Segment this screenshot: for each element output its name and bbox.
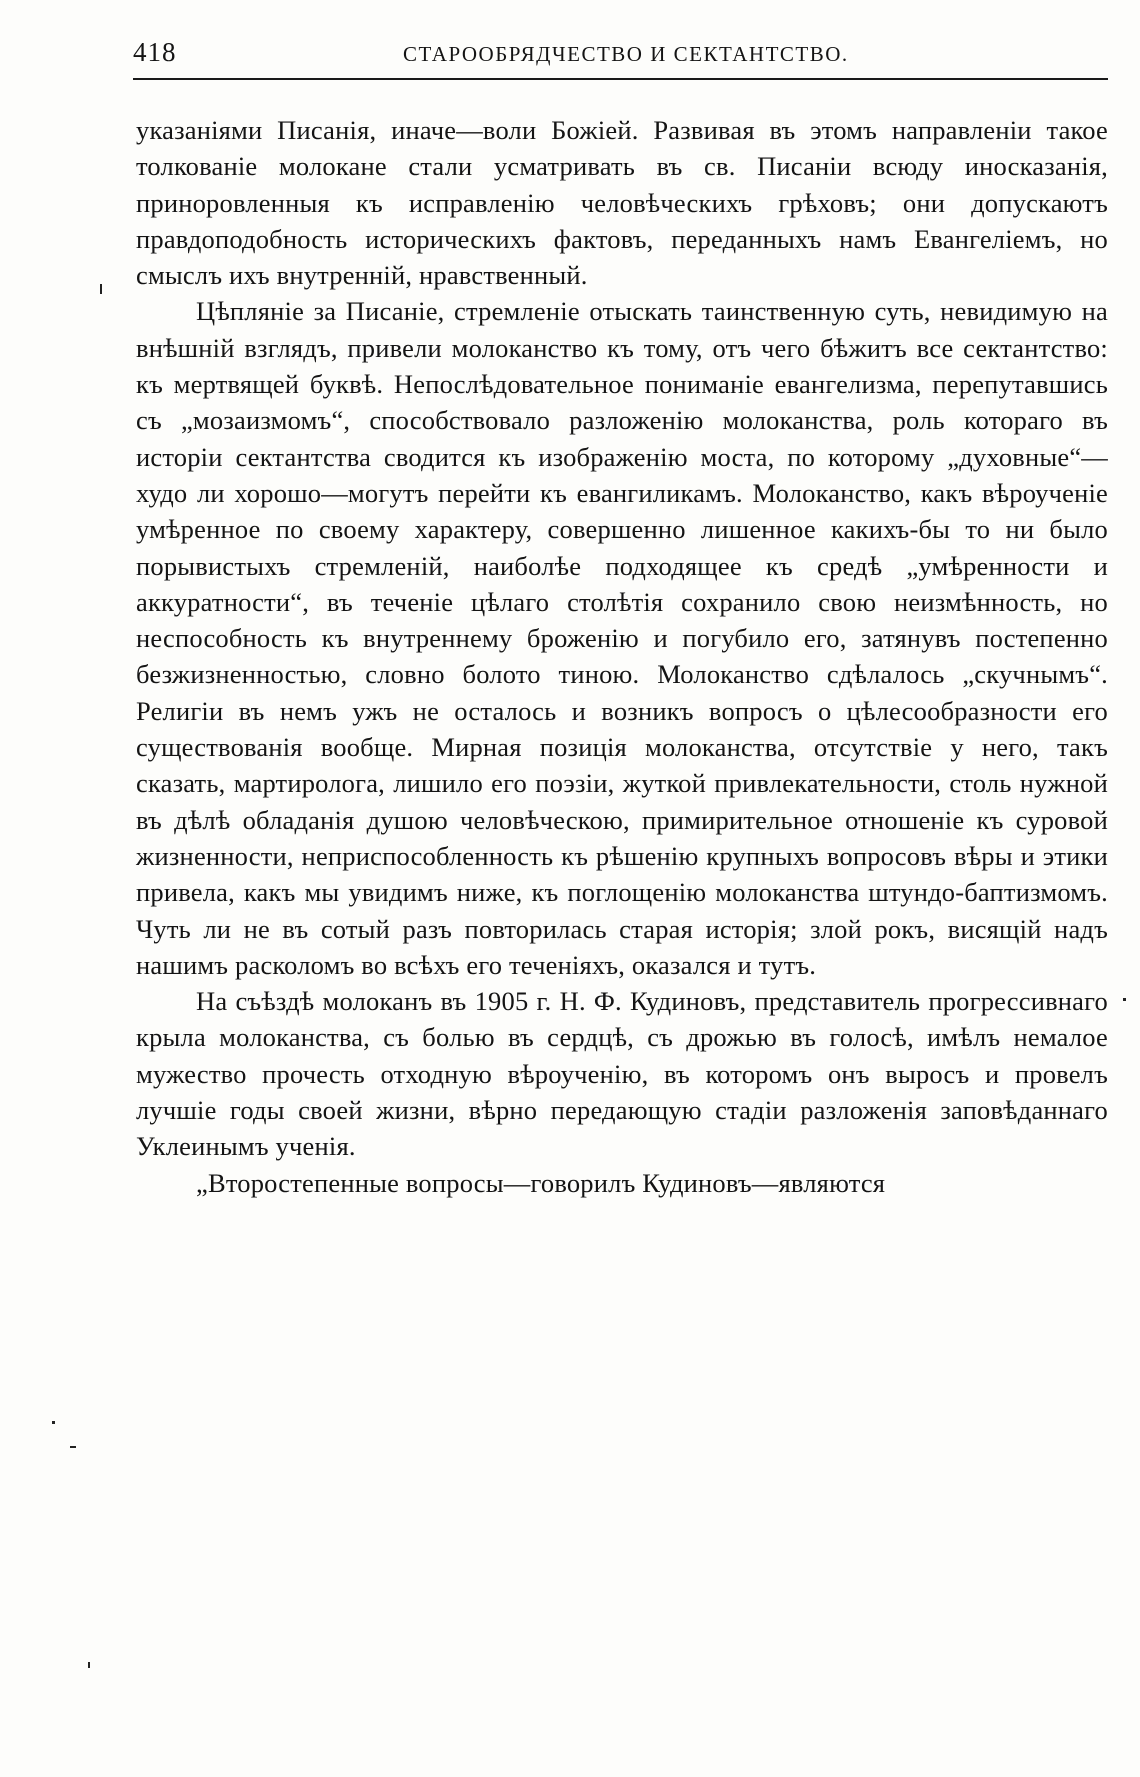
margin-speck (70, 1446, 76, 1448)
body-text (136, 112, 1108, 1201)
page-header (133, 32, 1108, 72)
page-number: 418 (133, 37, 177, 67)
margin-speck (1123, 998, 1126, 1001)
paragraph: На съѣздѣ молоканъ въ 1905 г. Н. Ф. Кудиновъ, представитель прогрессивнаго крыла молоканства, съ болью въ сердцѣ, съ дрожью въ голосѣ, имѣлъ немалое мужество прочесть отходную вѣроученію, въ которомъ онъ выросъ и провелъ лучшіе годы своей жизни, вѣрно передающую стадіи разложенія заповѣданнаго Уклеинымъ ученія. (136, 986, 1108, 1162)
running-title: СТАРООБРЯДЧЕСТВО И СЕКТАНТСТВО. (403, 42, 849, 66)
header-rule (133, 78, 1108, 80)
paragraph: „Второстепенные вопросы—говорилъ Кудиновъ—являются (196, 1167, 886, 1198)
paragraph-continued: указаніями Писанія, иначе—воли Божіей. Развивая въ этомъ направленіи такое толкованіе молокане стали усматривать въ св. Писаніи всюду иносказанія, приноровленныя къ исправленію человѣческихъ грѣховъ; они допускаютъ правдоподобность историческихъ фактовъ, переданныхъ намъ Евангеліемъ, но смыслъ ихъ внутренній, нравственный. (136, 115, 1108, 291)
paragraph: Цѣпляніе за Писаніе, стремленіе отыскать таинственную суть, невидимую на внѣшній взглядъ, привели молоканство къ тому, отъ чего бѣжитъ все сектантство: къ мертвящей буквѣ. Непослѣдовательное пониманіе евангелизма, перепутавшись съ „мозаизмомъ“, способствовало разложенію молоканства, роль котораго въ исторіи сектантства сводится къ изображенію моста, по которому „духовные“—худо ли хорошо—могутъ перейти къ евангиликамъ. Молоканство, какъ вѣроученіе умѣренное по своему характеру, совершенно лишенное какихъ-бы то ни было порывистыхъ стремленій, наиболѣе подходящее къ средѣ „умѣренности и аккуратности“, въ теченіе цѣлаго столѣтія сохранило свою неизмѣнность, но неспособность къ внутреннему броженію и погубило его, затянувъ постепенно безжизненностью, словно болото тиною. Молоканство сдѣлалось „скучнымъ“. Религіи въ немъ ужъ не осталось и возникъ вопросъ о цѣлесообразности его существованія вообще. Мирная позиція молоканства, отсутствіе у него, такъ сказать, мартиролога, лишило его поэзіи, жуткой привлекательности, столь нужной въ дѣлѣ обладанія душою человѣческою, примирительное отношеніе къ суровой жизненности, неприспособленность къ рѣшенію крупныхъ вопросовъ вѣры и этики привела, какъ мы увидимъ ниже, къ поглощенію молоканства штундо-баптизмомъ. Чуть ли не въ сотый разъ повторилась старая исторія; злой рокъ, висящій надъ нашимъ расколомъ во всѣхъ его теченіяхъ, оказался и тутъ. (136, 296, 1108, 980)
margin-speck (52, 1421, 55, 1424)
margin-speck (88, 1662, 90, 1668)
margin-speck (100, 284, 102, 294)
